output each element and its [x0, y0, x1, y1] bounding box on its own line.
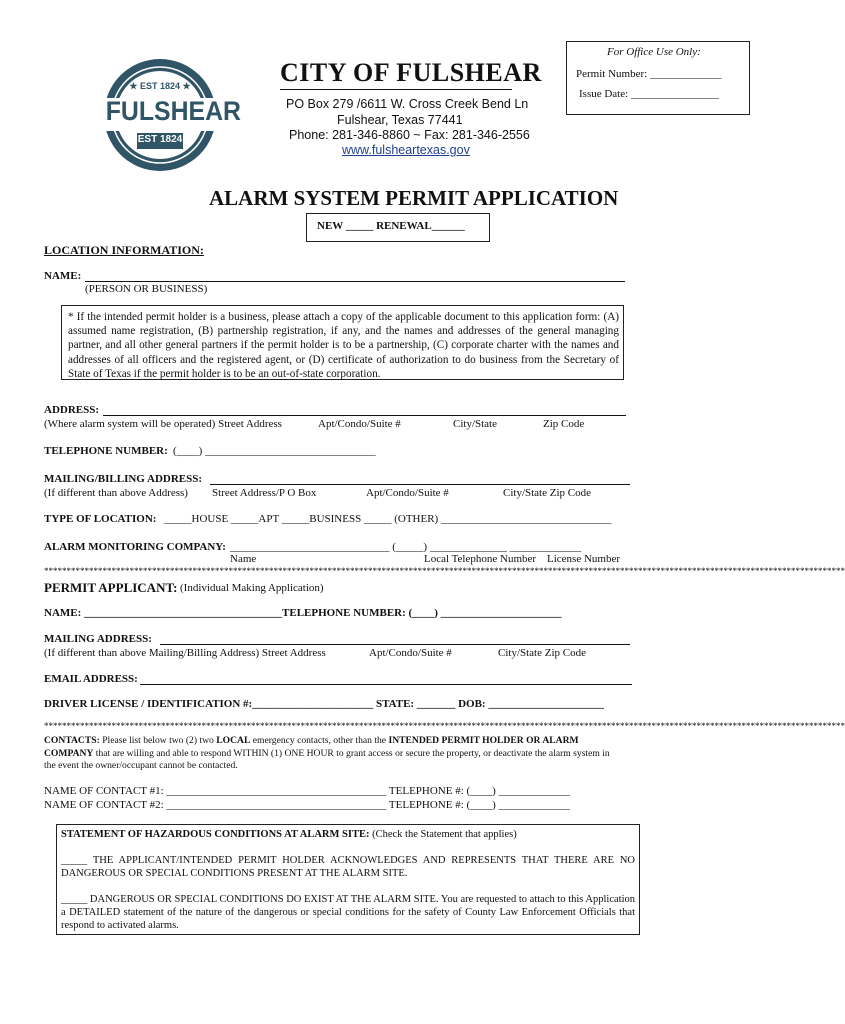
address-city: City/State: [453, 418, 497, 430]
address-label: ADDRESS:: [44, 404, 100, 416]
monitoring-company-input[interactable]: _____________________________ (_____) ______________ _____________: [230, 541, 582, 553]
page-title: ALARM SYSTEM PERMIT APPLICATION: [209, 186, 619, 210]
hazard-heading: STATEMENT OF HAZARDOUS CONDITIONS AT ALARM SITE:: [61, 829, 370, 840]
address-apt: Apt/Condo/Suite #: [318, 418, 401, 430]
mailing-billing-hint: (If different than above Address): [44, 487, 188, 499]
contacts-bold3: INTENDED PERMIT HOLDER OR ALARM COMPANY: [44, 735, 579, 759]
applicant-mailing-apt: Apt/Condo/Suite #: [369, 647, 452, 659]
name-input[interactable]: [85, 281, 625, 282]
mailing-billing-city: City/State Zip Code: [503, 487, 591, 499]
mailing-billing-label: MAILING/BILLING ADDRESS:: [44, 473, 203, 485]
monitoring-phone-hint: Local Telephone Number: [424, 553, 537, 565]
email-input[interactable]: [140, 684, 632, 685]
email-label: EMAIL ADDRESS:: [44, 673, 138, 685]
contact-2-field[interactable]: NAME OF CONTACT #2: ________________________________________ TELEPHONE #: (____) _____________: [44, 799, 571, 811]
applicant-mailing-hint: (If different than above Mailing/Billing Address) Street Address: [44, 647, 326, 659]
contacts-bold2: LOCAL: [216, 735, 251, 746]
contacts-text3: that are willing and able to respond WITHIN (1) ONE HOUR to grant access or secure the property, or deactivate the alarm system in the event the owner/occupant cannot be contacted.: [44, 747, 610, 771]
address-input[interactable]: [103, 415, 626, 416]
header-address2: Fulshear, Texas 77441: [337, 113, 463, 127]
type-of-location-options[interactable]: _____HOUSE _____APT _____BUSINESS _____ (OTHER) _______________________________: [164, 513, 612, 525]
logo-est: EST 1824: [137, 134, 183, 145]
mailing-billing-street: Street Address/P O Box: [212, 487, 317, 499]
address-hint: (Where alarm system will be operated) Street Address: [44, 418, 282, 430]
location-heading: LOCATION INFORMATION:: [44, 243, 204, 257]
logo-name: FULSHEAR: [105, 96, 241, 126]
telephone-label: TELEPHONE NUMBER:: [44, 445, 168, 457]
name-hint: (PERSON OR BUSINESS): [85, 283, 208, 295]
name-label: NAME:: [44, 270, 82, 282]
city-name-underline: [280, 89, 512, 90]
svg-text:★ EST 1824 ★: ★ EST 1824 ★: [129, 81, 191, 91]
applicant-heading-hint: (Individual Making Application): [180, 582, 324, 594]
applicant-mailing-city: City/State Zip Code: [498, 647, 586, 659]
office-use-title: For Office Use Only:: [607, 46, 701, 58]
license-state-dob[interactable]: DRIVER LICENSE / IDENTIFICATION #:______________________ STATE: _______ DOB: _____________________: [44, 698, 604, 710]
city-name: CITY OF FULSHEAR: [280, 58, 542, 87]
monitoring-license-hint: License Number: [547, 553, 620, 565]
header-phone: Phone: 281-346-8860 ~ Fax: 281-346-2556: [289, 128, 530, 142]
website-link[interactable]: www.fulsheartexas.gov: [342, 143, 470, 157]
hazard-option-no[interactable]: _____ THE APPLICANT/INTENDED PERMIT HOLDER ACKNOWLEDGES AND REPRESENTS THAT THERE ARE NO DANGEROUS OR SPECIAL CONDITIONS PRESENT AT THE ALARM SITE.: [61, 855, 635, 879]
contact-1-field[interactable]: NAME OF CONTACT #1: ________________________________________ TELEPHONE #: (____) _____________: [44, 785, 571, 797]
contacts-instructions: [44, 735, 614, 773]
permit-number-field[interactable]: Permit Number: _____________: [576, 68, 722, 80]
type-of-location-label: TYPE OF LOCATION:: [44, 513, 157, 525]
hazard-option-yes[interactable]: _____ DANGEROUS OR SPECIAL CONDITIONS DO EXIST AT THE ALARM SITE. You are requested to attach to this Application a DETAILED statement of the nature of the dangerous or special conditions for the safety of County Law Enforcement Officials that respond to activated alarms.: [61, 894, 635, 931]
mailing-billing-input[interactable]: [210, 484, 630, 485]
separator-1: **********************************************************************************************************************************************************************************: [44, 566, 845, 576]
telephone-input[interactable]: (____) _______________________________: [173, 445, 376, 457]
monitoring-company-label: ALARM MONITORING COMPANY:: [44, 541, 226, 553]
address-zip: Zip Code: [543, 418, 585, 430]
applicant-heading: PERMIT APPLICANT:: [44, 580, 178, 595]
applicant-mailing-input[interactable]: [160, 644, 630, 645]
header-address1: PO Box 279 /6611 W. Cross Creek Bend Ln: [286, 97, 529, 111]
mailing-billing-apt: Apt/Condo/Suite #: [366, 487, 449, 499]
hazard-heading-hint: (Check the Statement that applies): [369, 829, 517, 840]
new-renewal-field[interactable]: NEW _____ RENEWAL______: [317, 220, 465, 232]
contacts-text1: Please list below two (2) two: [99, 735, 217, 746]
hazard-heading-line: [61, 829, 517, 840]
contacts-bold1: CONTACTS:: [44, 735, 100, 746]
business-note-box: [61, 305, 624, 380]
contacts-text2: emergency contacts, other than the: [250, 735, 389, 746]
business-note: * If the intended permit holder is a business, please attach a copy of the applicable document to this application form: (A) assumed name registration, (B) partnership registration, if any, and the names and addresses of the general managing partner, and all other general partners if the permit holder is to be a partnership, (C) corporate charter with the names and addresses of all officers and the registered agent, or (D) certificate of authorization to do business from the Secretary of State of Texas if the permit holder is to be an out-of-state corporation.: [68, 311, 619, 380]
separator-2: **********************************************************************************************************************************************************************************: [44, 721, 845, 731]
applicant-name-phone[interactable]: NAME: ____________________________________TELEPHONE NUMBER: (____) ______________________: [44, 607, 562, 619]
monitoring-name-hint: Name: [230, 553, 257, 565]
issue-date-field[interactable]: Issue Date: ________________: [579, 88, 719, 100]
applicant-mailing-label: MAILING ADDRESS:: [44, 633, 152, 645]
